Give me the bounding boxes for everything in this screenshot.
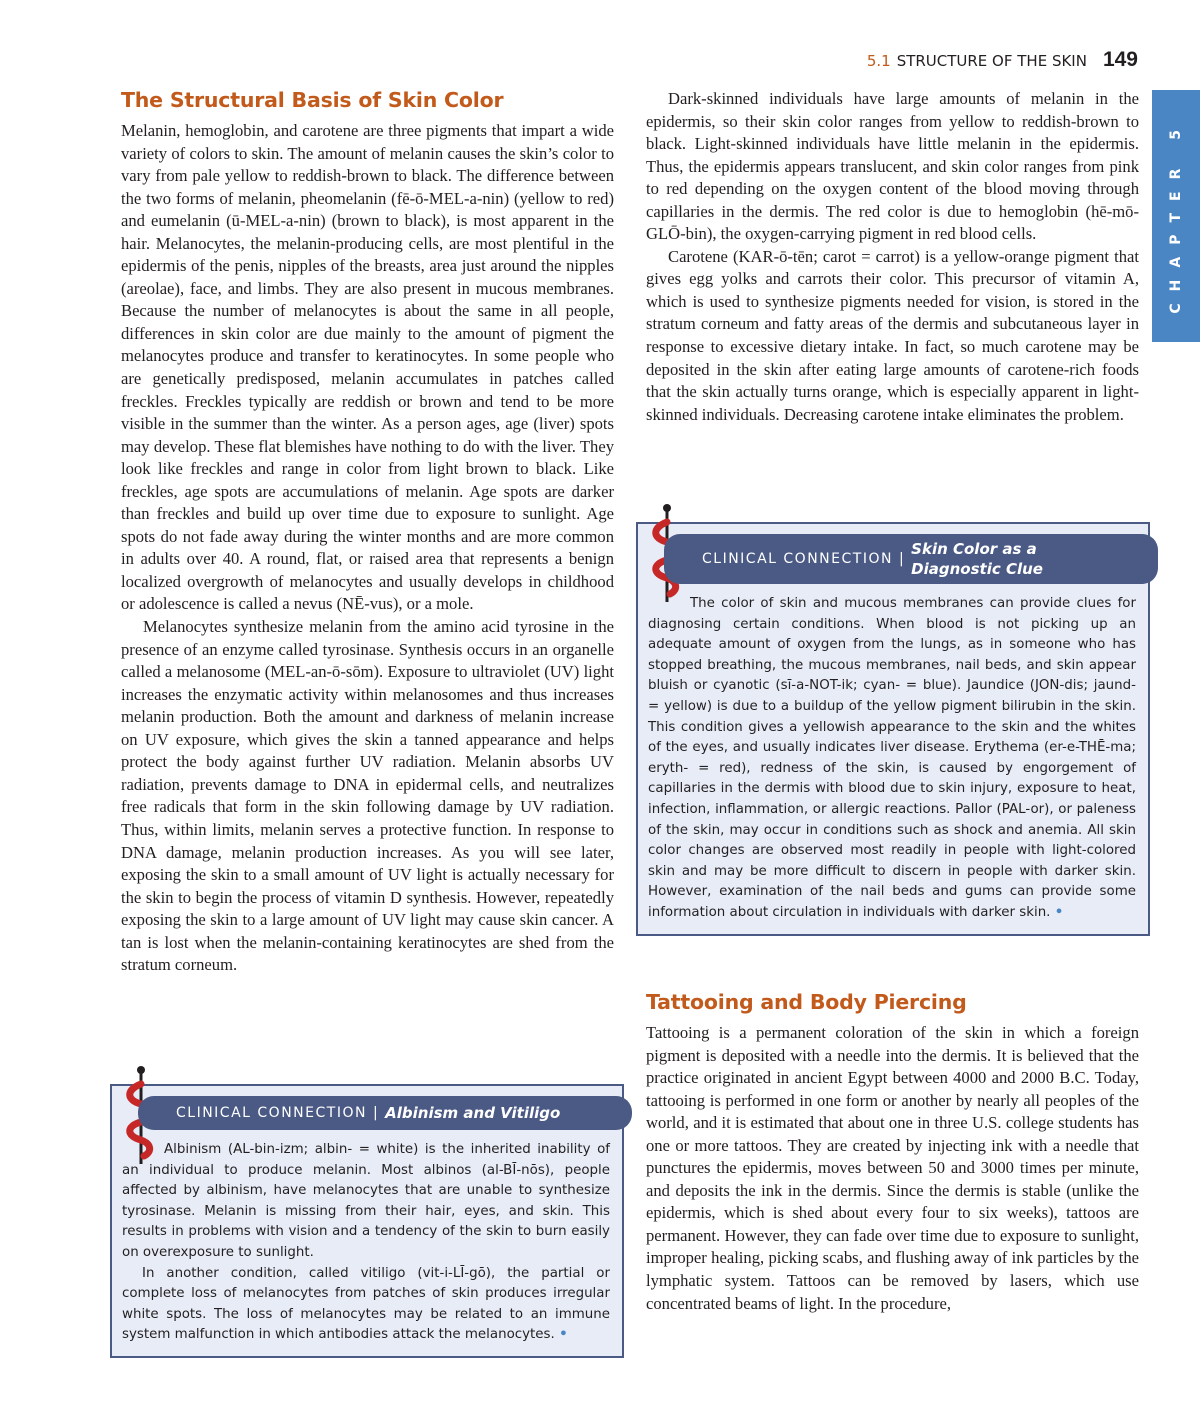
section-number: 5.1 <box>866 52 891 70</box>
page-number: 149 <box>1102 48 1138 71</box>
body-paragraph: Melanin, hemoglobin, and carotene are three pigments that impart a wide variety of colors to skin. The amount of melanin causes the skin’s color to vary from pale yellow to reddish-brown to black. The difference between the two forms of melanin, pheomelanin (fē-ō-MEL-a-nin) (yellow to red) and eumelanin (ū-MEL-a-nin) (brown to black), is most apparent in the hair. Melanocytes, the melanin-producing cells, are most plentiful in the epidermis of the penis, nipples of the breasts, area just around the nipples (areolae), face, and limbs. They are also present in mucous membranes. Because the number of melanocytes is about the same in all people, differences in skin color are due mainly to the amount of pigment the melanocytes produce and transfer to keratinocytes. In some people who are genetically predisposed, melanin accumulates in patches called freckles. Freckles typically are reddish or brown and tend to be more visible in the summer than the winter. As a person ages, age (liver) spots may develop. These flat blemishes have nothing to do with the liver. They look like freckles and range in color from light brown to black. Like freckles, age spots are accumulations of melanin. Age spots are darker than freckles and build up over time due to exposure to sunlight. Age spots do not fade away during the winter months and are more common in adults over 40. A round, flat, or raised area that represents a benign localized overgrowth of melanocytes and usually develops in childhood or adolescence is called a nevus (NĒ-vus), or a mole. <box>121 121 614 614</box>
left-column <box>121 88 614 977</box>
divider: | <box>898 551 906 567</box>
clinical-paragraph <box>648 594 1136 924</box>
section-heading: The Structural Basis of Skin Color <box>121 88 504 112</box>
clinical-header-bar <box>138 1096 632 1130</box>
body-paragraph: Carotene (KAR-ō-tēn; carot = carrot) is a yellow-orange pigment that gives egg yolks and carrots their color. This precursor of vitamin A, which is used to synthesize pigments needed for vision, is stored in the stratum corneum and fatty areas of the dermis and subcutaneous layer in response to excessive dietary intake. In fact, so much carotene may be deposited in the skin after eating large amounts of carotene-rich foods that the skin actually turns orange, which is especially apparent in light-skinned individuals. Decreasing carotene intake eliminates the problem. <box>646 246 1139 424</box>
end-mark: • <box>559 1327 568 1343</box>
clinical-connection-box <box>636 522 1150 936</box>
tattooing-section <box>646 990 1139 1315</box>
body-paragraph: Tattooing is a permanent coloration of the skin in which a foreign pigment is deposited with a needle into the dermis. It is believed that the practice originated in ancient Egypt between 4000 and 2000 B.C. Today, tattooing is performed in one form or another by nearly all peoples of the world, and it is estimated that about one in three U.S. college students has one or more tattoos. They are created by injecting ink with a needle that punctures the epidermis, moves between 50 and 3000 times per minute, and deposits the ink in the dermis. Since the dermis is stable (unlike the epidermis, which is shed about every four to six weeks), tattoos are permanent. However, they can fade over time due to exposure to sunlight, improper healing, picking scabs, and flushing away of ink particles by the lymphatic system. Tattoos can be removed by lasers, which use concentrated beams of light. In the procedure, <box>646 1023 1139 1313</box>
running-head <box>867 48 1138 72</box>
clinical-label: CLINICAL CONNECTION <box>176 1105 367 1121</box>
section-heading: Tattooing and Body Piercing <box>646 990 967 1014</box>
body-paragraph: Melanocytes synthesize melanin from the amino acid tyrosine in the presence of an enzyme called tyrosinase. Synthesis occurs in an organelle called a melanosome (MEL-an-ō-sōm). Exposure to ultraviolet (UV) light increases the enzymatic activity within melanosomes and thus increases melanin production. Both the amount and darkness of melanin increase on UV exposure, which gives the skin a tanned appearance and helps protect the body against further UV radiation. Melanin absorbs UV radiation, prevents damage to DNA in epidermal cells, and neutralizes free radicals that form in the skin following damage by UV radiation. Thus, within limits, melanin serves a protective function. In response to DNA damage, melanin production increases. As you will see later, exposing the skin to a small amount of UV light is actually necessary for the skin to begin the process of vitamin D synthesis. However, repeatedly exposing the skin to a large amount of UV light may cause skin cancer. A tan is lost when the melanin-containing keratinocytes are shed from the stratum corneum. <box>121 617 614 975</box>
clinical-paragraph-text: The color of skin and mucous membranes can provide clues for diagnosing certain conditions. When blood is not picking up an adequate amount of oxygen from the lungs, as in someone who has stopped breathing, the mucous membranes, nail beds, and skin appear bluish or cyanotic (sī-a-NOT-ik; cyan- = blue). Jaundice (JON-dis; jaund- = yellow) is due to a buildup of the yellow pigment bilirubin in the skin. This condition gives a yellowish appearance to the skin and the whites of the eyes, and usually indicates liver disease. Erythema (er-e-THĒ-ma; eryth- = red), redness of the skin, is caused by engorgement of capillaries in the dermis with blood due to skin injury, exposure to heat, infection, inflammation, or allergic reactions. Pallor (PAL-or), or paleness of the skin, may occur in conditions such as shock and anemia. All skin color changes are observed most readily in people with light-colored skin and may be more difficult to discern in people with darker skin. However, examination of the nail beds and gums can provide some information about circulation in individuals with darker skin. <box>648 596 1136 920</box>
clinical-topic-line1: Skin Color as a <box>911 540 1037 558</box>
body-paragraph: Dark-skinned individuals have large amounts of melanin in the epidermis, so their skin color ranges from yellow to reddish-brown to black. Light-skinned individuals have little melanin in the epidermis. Thus, the epidermis appears translucent, and skin color ranges from pink to red depending on the oxygen content of the blood moving through capillaries in the dermis. The red color is due to hemoglobin (hē-mō-GLŌ-bin), the oxygen-carrying pigment in red blood cells. <box>646 89 1139 244</box>
right-column <box>646 88 1139 426</box>
clinical-connection-box <box>110 1084 624 1358</box>
divider: | <box>372 1105 380 1121</box>
chapter-tab <box>1152 90 1200 342</box>
chapter-tab-label: CHAPTER 5 <box>1168 118 1184 314</box>
end-mark: • <box>1054 904 1064 920</box>
clinical-topic <box>911 539 1043 579</box>
clinical-header-bar <box>664 534 1158 584</box>
clinical-topic-line2: Diagnostic Clue <box>911 560 1043 578</box>
clinical-paragraph: Albinism (AL-bin-izm; albin- = white) is the inherited inability of an individual to produce melanin. Most albinos (al-BĪ-nōs), people affected by albinism, have melanocytes that are unable to synthesize tyrosinase. Melanin is missing from their hair, eyes, and skin. This results in problems with vision and a tendency of the skin to burn easily on overexposure to sunlight. <box>122 1142 610 1260</box>
clinical-paragraph-text: In another condition, called vitiligo (vit-i-LĪ-gō), the partial or complete loss of melanocytes from patches of skin produces irregular white spots. The loss of melanocytes may be related to an immune system malfunction in which antibodies attack the melanocytes. <box>122 1265 610 1343</box>
clinical-label: CLINICAL CONNECTION <box>702 551 893 567</box>
clinical-paragraph <box>122 1264 610 1346</box>
clinical-topic: Albinism and Vitiligo <box>385 1104 561 1122</box>
section-title: STRUCTURE OF THE SKIN <box>896 52 1087 70</box>
